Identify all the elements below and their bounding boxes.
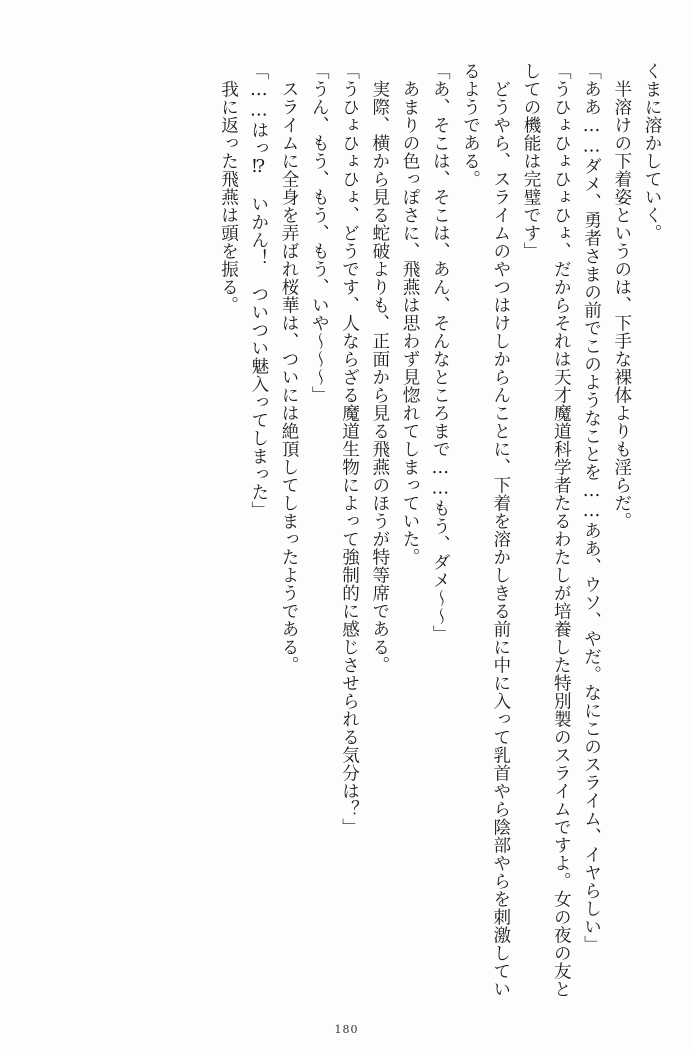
- paragraph: 実際、横から見る蛇破よりも、正面から見る飛燕のほうが特等席である。: [369, 62, 390, 674]
- paragraph: 「ああ……ダメ、勇者さまの前でこのようなことを……ああ、ウソ、やだ。なにこのスライム、イヤらしい」: [581, 62, 602, 954]
- page-number: 180: [334, 1023, 359, 1036]
- paragraph: どうやら、スライムのやつはけしからんことに、下着を溶かしきる前に中に入って乳首やら陰部やらを刺激しているようである。: [460, 62, 511, 998]
- paragraph: あまりの色っぽさに、飛燕は思わず見惚れてしまっていた。: [400, 62, 420, 566]
- paragraph: 「うん、もう、もう、もう、いや〜〜〜」: [309, 62, 330, 404]
- paragraph: 半溶けの下着姿というのは、下手な裸体よりも淫らだ。: [611, 62, 632, 530]
- paragraph: 「うひょひょひょ、どうです、人ならざる魔道生物によって強制的に感じさせられる気分は？」: [339, 62, 360, 836]
- paragraph: 我に返った飛燕は頭を振る。: [218, 62, 239, 314]
- paragraph: 「……はっ⁉ いかん！ ついつい魅入ってしまった」: [248, 62, 269, 520]
- paragraph: くまに溶かしていく。: [642, 62, 662, 242]
- paragraph: 「あ、そこは、そこは、あん、そんなところまで……もう、ダメ〜〜」: [430, 62, 451, 643]
- novel-body-text: [26, 62, 667, 998]
- paragraph: スライムに全身を弄ばれ桜華は、ついには絶頂してしまったようである。: [279, 62, 299, 674]
- paragraph: 「うひょひょひょひょ、だからそれは天才魔道科学者たるわたしが培養した特別製のスライムですよ。女の夜の友としての機能は完璧です」: [521, 62, 572, 998]
